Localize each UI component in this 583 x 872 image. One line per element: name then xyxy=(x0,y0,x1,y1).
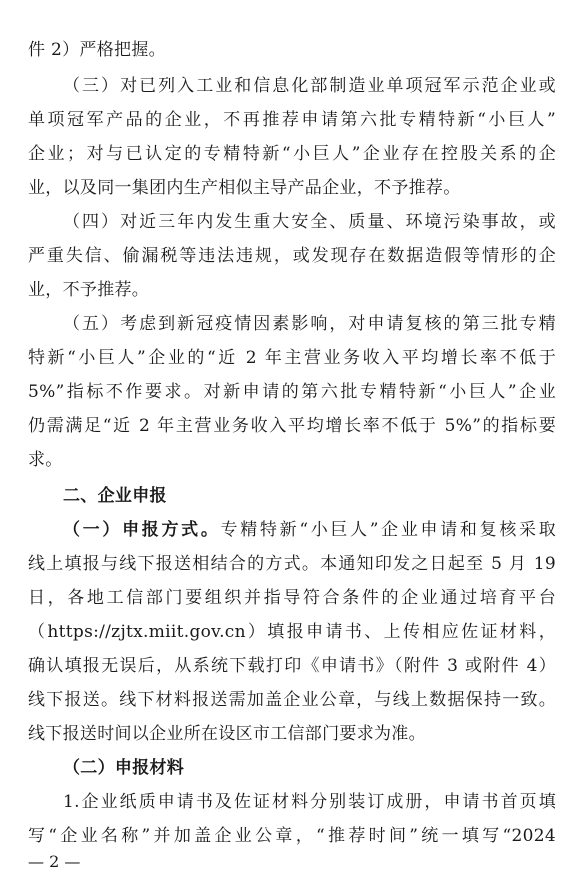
page-number: — 2 — xyxy=(28,852,81,871)
paragraph-line-15 xyxy=(63,520,556,540)
paragraph-line-2: （三）对已列入工业和信息化部制造业单项冠军示范企业或 xyxy=(63,76,556,96)
section-heading: 二、企业申报 xyxy=(63,486,167,506)
paragraph-line-8: 业，不予推荐。 xyxy=(28,280,150,300)
paragraph-line-15-text: 专精特新“小巨人”企业申请和复核采取 xyxy=(220,520,556,540)
paragraph-line-23: 1.企业纸质申请书及佐证材料分别装订成册，申请书首页填 xyxy=(63,792,556,812)
paragraph-line-1: 件 2）严格把握。 xyxy=(28,40,166,60)
paragraph-line-11: 5%”指标不作要求。对新申请的第六批专精特新“小巨人”企业 xyxy=(28,382,556,402)
paragraph-line-9: （五）考虑到新冠疫情因素影响，对申请复核的第三批专精 xyxy=(63,314,556,334)
paragraph-line-5: 业，以及同一集团内生产相似主导产品企业，不予推荐。 xyxy=(28,178,461,198)
paragraph-line-19: 确认填报无误后，从系统下载打印《申请书》（附件 3 或附件 4） xyxy=(28,656,556,676)
paragraph-line-13: 求。 xyxy=(28,450,63,470)
paragraph-line-20: 线下报送。线下材料报送需加盖企业公章，与线上数据保持一致。 xyxy=(28,690,556,710)
paragraph-line-16: 线上填报与线下报送相结合的方式。本通知印发之日起至 5 月 19 xyxy=(28,554,556,574)
paragraph-line-18: （https://zjtx.miit.gov.cn）填报申请书、上传相应佐证材料， xyxy=(28,622,556,642)
paragraph-line-21: 线下报送时间以企业所在设区市工信部门要求为准。 xyxy=(28,724,426,744)
paragraph-line-12: 仍需满足“近 2 年主营业务收入平均增长率不低于 5%”的指标要 xyxy=(28,416,556,436)
subsection-heading: （二）申报材料 xyxy=(63,758,185,778)
paragraph-line-3: 单项冠军产品的企业，不再推荐申请第六批专精特新“小巨人” xyxy=(28,110,556,130)
paragraph-line-17: 日，各地工信部门要组织并指导符合条件的企业通过培育平台 xyxy=(28,588,556,608)
paragraph-line-7: 严重失信、偷漏税等违法违规，或发现存在数据造假等情形的企 xyxy=(28,246,556,266)
bold-lead-text: （一）申报方式。 xyxy=(63,520,221,540)
paragraph-line-4: 企业；对与已认定的专精特新“小巨人”企业存在控股关系的企 xyxy=(28,144,556,164)
paragraph-line-6: （四）对近三年内发生重大安全、质量、环境污染事故，或 xyxy=(63,212,556,232)
paragraph-line-10: 特新“小巨人”企业的“近 2 年主营业务收入平均增长率不低于 xyxy=(28,348,556,368)
paragraph-line-24: 写“企业名称”并加盖企业公章，“推荐时间”统一填写“2024 xyxy=(28,826,556,846)
